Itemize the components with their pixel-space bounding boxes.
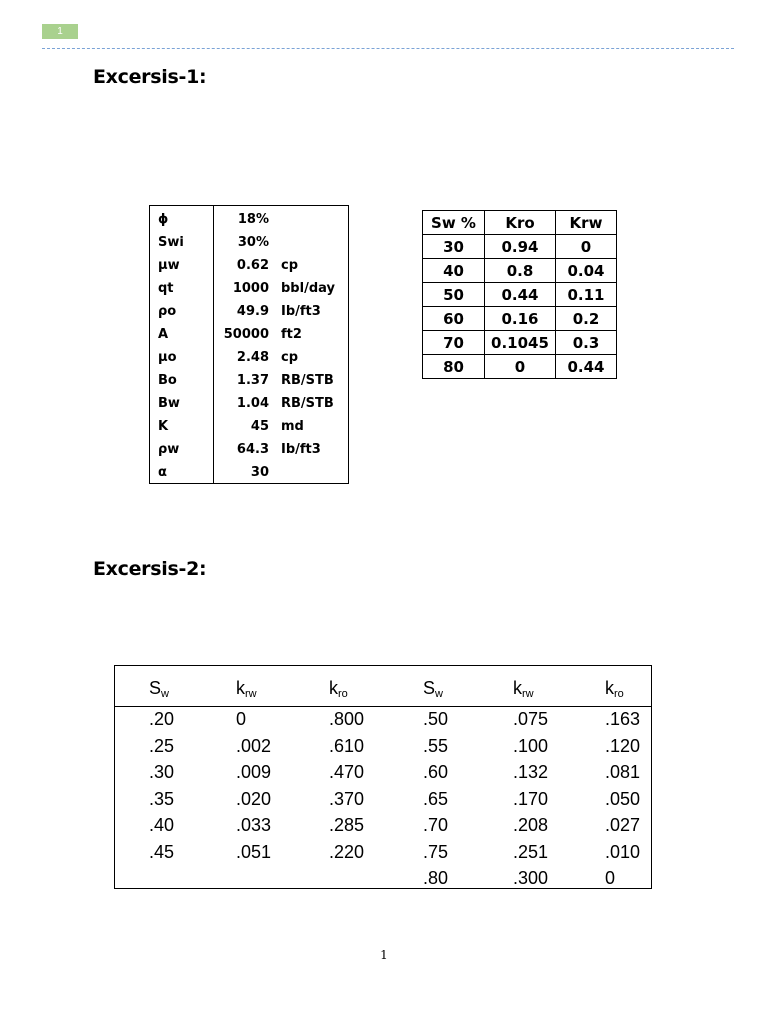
table-row [423, 331, 617, 355]
header-symbol: k [236, 678, 245, 698]
parameter-row [150, 300, 350, 323]
table-cell: .75 [423, 841, 449, 862]
table-cell: .45 [149, 841, 175, 862]
header-underline [115, 706, 651, 707]
header-subscript: ro [614, 688, 624, 700]
parameter-unit: cp [281, 350, 299, 365]
column-header [423, 678, 443, 700]
parameter-unit: Ib/ft3 [281, 442, 321, 457]
parameter-value: 50000 [223, 327, 269, 342]
parameter-row [150, 208, 350, 231]
parameter-value: 64.3 [236, 442, 269, 457]
parameter-symbol: ρw [158, 442, 180, 457]
table-cell: .009 [236, 762, 272, 782]
table-cell: .050 [605, 788, 641, 809]
table-cell: 0 [556, 235, 617, 259]
parameter-symbol: Bw [158, 396, 180, 411]
table-cell: .002 [236, 735, 272, 756]
parameter-symbol: α [158, 465, 167, 480]
page-number: 1 [380, 948, 388, 962]
table-cell: .075 [513, 709, 549, 729]
table-row [423, 283, 617, 307]
header-subscript: w [435, 688, 443, 700]
table-cell: 0.16 [485, 307, 556, 331]
header-divider [42, 48, 734, 49]
table-cell: .40 [149, 815, 175, 835]
parameter-value: 45 [250, 419, 269, 434]
table-cell: .132 [513, 762, 549, 782]
header-symbol: k [605, 678, 614, 698]
parameter-row [150, 277, 350, 300]
table-cell: 50 [423, 283, 485, 307]
table-row [423, 259, 617, 283]
table-cell: .300 [513, 868, 549, 888]
column-header: Kro [485, 211, 556, 235]
parameter-value: 49.9 [236, 304, 269, 319]
table-cell: .470 [329, 762, 365, 782]
saturation-permeability-table [114, 665, 652, 889]
parameter-symbol: Swi [158, 235, 184, 250]
parameter-value: 1.37 [236, 373, 269, 388]
header-subscript: ro [338, 688, 348, 700]
header-subscript: rw [245, 688, 257, 700]
table-cell: .610 [329, 735, 365, 756]
parameter-value: 30 [250, 465, 269, 480]
header-symbol: S [149, 678, 162, 698]
column-header [605, 678, 624, 700]
table-cell: .208 [513, 815, 549, 835]
table-cell: 0 [605, 868, 616, 888]
table-cell: .65 [423, 788, 449, 809]
table-row [423, 355, 617, 379]
header-symbol: k [513, 678, 522, 698]
table-cell: 0 [485, 355, 556, 379]
parameter-row [150, 323, 350, 346]
column-header: Krw [556, 211, 617, 235]
table-cell: .081 [605, 762, 641, 782]
header-subscript: rw [522, 688, 534, 700]
table-cell: .010 [605, 841, 641, 862]
parameter-value: 2.48 [236, 350, 269, 365]
column-header [329, 678, 348, 700]
parameter-unit: bbl/day [281, 281, 335, 296]
parameter-row [150, 231, 350, 254]
table-cell: .285 [329, 815, 365, 835]
parameter-symbol: Bo [158, 373, 177, 388]
parameters-table [149, 205, 349, 484]
table-cell: 60 [423, 307, 485, 331]
header-subscript: w [161, 688, 169, 700]
exercise-1-heading: Excersis-1: [93, 66, 207, 88]
column-header: Sw % [423, 211, 485, 235]
parameter-value: 18% [237, 212, 269, 227]
table-cell: .70 [423, 815, 449, 835]
parameter-symbol: ρo [158, 304, 177, 319]
table-cell: .50 [423, 709, 449, 729]
parameter-row [150, 461, 350, 484]
parameter-symbol: qt [158, 281, 174, 296]
parameter-unit: Ib/ft3 [281, 304, 321, 319]
table-cell: .370 [329, 788, 365, 809]
table-cell: .55 [423, 735, 449, 756]
table-cell: .033 [236, 815, 272, 835]
parameter-unit: ft2 [281, 327, 302, 342]
table-row [423, 235, 617, 259]
table-cell: .220 [329, 841, 365, 862]
table-cell: .163 [605, 709, 641, 729]
parameter-row [150, 369, 350, 392]
parameter-value: 1000 [232, 281, 269, 296]
parameter-row [150, 346, 350, 369]
parameter-symbol: K [158, 419, 169, 434]
parameter-unit: RB/STB [281, 373, 334, 388]
table-cell: .25 [149, 735, 175, 756]
parameter-value: 0.62 [236, 258, 269, 273]
parameter-value: 1.04 [236, 396, 269, 411]
table-cell: 0.11 [556, 283, 617, 307]
parameter-unit: RB/STB [281, 396, 334, 411]
table-cell: .020 [236, 788, 272, 809]
table-cell: .051 [236, 841, 272, 862]
column-header [149, 678, 169, 700]
table-cell: 70 [423, 331, 485, 355]
table-cell: .027 [605, 815, 641, 835]
table-cell: .100 [513, 735, 549, 756]
table-cell: .120 [605, 735, 641, 756]
parameter-row [150, 438, 350, 461]
parameter-value: 30% [237, 235, 269, 250]
header-symbol: S [423, 678, 436, 698]
parameter-row [150, 415, 350, 438]
table-cell: 0.94 [485, 235, 556, 259]
table-cell: .800 [329, 709, 365, 729]
table-cell: .30 [149, 762, 175, 782]
parameter-symbol: ϕ [158, 212, 169, 227]
table-cell: .251 [513, 841, 549, 862]
table-cell: 0.1045 [485, 331, 556, 355]
table-cell: 0.04 [556, 259, 617, 283]
table-cell: .170 [513, 788, 549, 809]
relative-permeability-table [422, 210, 617, 379]
table-cell: .80 [423, 868, 449, 888]
table-cell: 0.3 [556, 331, 617, 355]
table-cell: .35 [149, 788, 175, 809]
parameter-unit: cp [281, 258, 299, 273]
table-cell: .60 [423, 762, 449, 782]
parameter-symbol: μw [158, 258, 180, 273]
table-cell: 30 [423, 235, 485, 259]
parameter-unit: md [281, 419, 304, 434]
exercise-2-heading: Excersis-2: [93, 558, 207, 580]
table-cell: 0.8 [485, 259, 556, 283]
table-cell: 80 [423, 355, 485, 379]
parameter-symbol: μo [158, 350, 177, 365]
parameter-symbol: A [158, 327, 169, 342]
table-cell: 40 [423, 259, 485, 283]
parameter-row [150, 392, 350, 415]
table-cell: .20 [149, 709, 175, 729]
header-symbol: k [329, 678, 338, 698]
table-cell: 0.44 [485, 283, 556, 307]
column-header [236, 678, 257, 700]
table-row [423, 307, 617, 331]
table-cell: 0.2 [556, 307, 617, 331]
table-header-row [423, 211, 617, 235]
page-number-badge: 1 [42, 24, 78, 39]
parameter-row [150, 254, 350, 277]
table-cell: 0.44 [556, 355, 617, 379]
table-cell: 0 [236, 709, 247, 729]
column-header [513, 678, 534, 700]
